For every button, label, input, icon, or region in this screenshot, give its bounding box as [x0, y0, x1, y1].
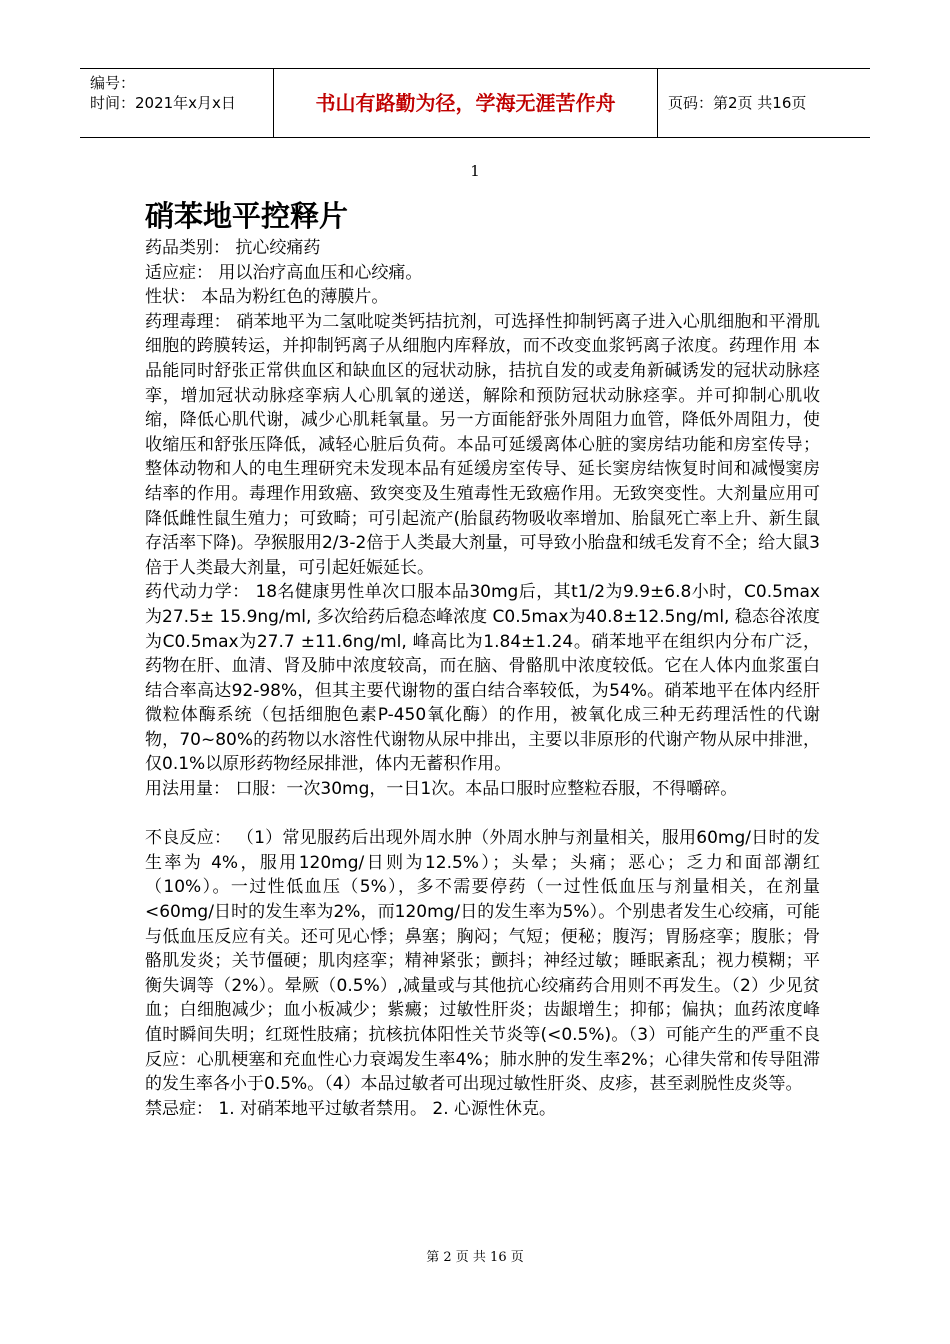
spacer [145, 802, 820, 827]
pharmacology-toxicology: 药理毒理： 硝苯地平为二氢吡啶类钙拮抗剂，可选择性抑制钙离子进入心肌细胞和平滑肌细胞的跨膜转运，并抑制钙离子从细胞内库释放，而不改变血浆钙离子浓度。药理作用 本品能同时舒张正常供血区和缺血区的冠状动脉，拮抗自发的或麦角新碱诱发的冠状动脉痉挛，增加冠状动脉痉挛病人心肌氧的递送，解除和预防冠状动脉痉挛。并可抑制心肌收缩，降低心肌代谢，减少心肌耗氧量。另一方面能舒张外周阻力血管，降低外周阻力，使收缩压和舒张压降低，减轻心脏后负荷。本品可延缓离体心脏的窦房结功能和房室传导；整体动物和人的电生理研究未发现本品有延缓房室传导、延长窦房结恢复时间和减慢窦房结率的作用。毒理作用致癌、致突变及生殖毒性无致癌作用。无致突变性。大剂量应用可降低雌性鼠生殖力；可致畸；可引起流产(胎鼠药物吸收率增加、胎鼠死亡率上升、新生鼠存活率下降)。孕猴服用2/3-2倍于人类最大剂量，可导致小胎盘和绒毛发育不全；给大鼠3倍于人类最大剂量，可引起妊娠延长。 [145, 311, 820, 578]
appearance: 性状： 本品为粉红色的薄膜片。 [145, 287, 389, 308]
header-number-label: 编号： [90, 74, 136, 92]
top-page-number: 1 [470, 162, 480, 180]
header-time-label: 时间：2021年x月x日 [90, 94, 236, 112]
adverse-reactions: 不良反应： （1）常见服药后出现外周水肿（外周水肿与剂量相关，服用60mg/日时的发生率为 4%，服用120mg/日则为12.5%）；头晕；头痛；恶心；乏力和面部潮红（10%）。一过性低血压（5%），多不需要停药（一过性低血压与剂量相关，在剂量<60mg/日时的发生率为2%，而120mg/日的发生率为5%）。个别患者发生心绞痛，可能与低血压反应有关。还可见心悸；鼻塞；胸闷；气短；便秘；腹泻；胃肠痉挛；腹胀；骨骼肌发炎；关节僵硬；肌肉痉挛；精神紧张；颤抖；神经过敏；睡眠紊乱；视力模糊；平衡失调等（2%）。晕厥（0.5%）,减量或与其他抗心绞痛药合用则不再发生。（2）少见贫血；白细胞减少；血小板减少；紫癜；过敏性肝炎；齿龈增生；抑郁；偏执；血药浓度峰值时瞬间失明；红斑性肢痛；抗核抗体阳性关节炎等(<0.5%)。（3）可能产生的严重不良反应：心肌梗塞和充血性心力衰竭发生率4%；肺水肿的发生率2%；心律失常和传导阻滞的发生率各小于0.5%。（4）本品过敏者可出现过敏性肝炎、皮疹，甚至剥脱性皮炎等。 [145, 828, 820, 1095]
header-meta [90, 73, 236, 113]
contraindications: 禁忌症： 1. 对硝苯地平过敏者禁用。 2. 心源性休克。 [145, 1098, 557, 1119]
page-header [80, 68, 870, 138]
page-footer: 第 2 页 共 16 页 [426, 1250, 524, 1265]
document-title: 硝苯地平控释片 [145, 199, 349, 233]
drug-category: 药品类别： 抗心绞痛药 [145, 238, 321, 258]
header-page-info: 页码：第2页 共16页 [668, 94, 807, 112]
document-body [145, 236, 820, 1121]
header-motto: 书山有路勤为径，学海无涯苦作舟 [315, 91, 616, 115]
dosage: 用法用量： 口服：一次30mg，一日1次。本品口服时应整粒吞服，不得嚼碎。 [145, 779, 738, 800]
header-divider [657, 69, 658, 137]
pharmacokinetics: 药代动力学： 18名健康男性单次口服本品30mg后，其t1/2为9.9±6.8小时，C0.5max为27.5± 15.9ng/ml, 多次给药后稳态峰浓度 C0.5max为40.8±12.5ng/ml, 稳态谷浓度为C0.5max为27.7 ±11.6ng/ml, 峰高比为1.84±1.24。硝苯地平在组织内分布广泛，药物在肝、血清、肾及肺中浓度较高，而在脑、骨骼肌中浓度较低。它在人体内血浆蛋白结合率高达92-98%，但其主要代谢物的蛋白结合率较低，为54%。硝苯地平在体内经肝微粒体酶系统（包括细胞色素P-450氧化酶）的作用，被氧化成三种无药理活性的代谢物，70~80%的药物以水溶性代谢物从尿中排出，主要以非原形的代谢产物从尿中排泄，仅0.1%以原形药物经尿排泄，体内无蓄积作用。 [145, 582, 820, 775]
indications: 适应症： 用以治疗高血压和心绞痛。 [145, 262, 423, 283]
